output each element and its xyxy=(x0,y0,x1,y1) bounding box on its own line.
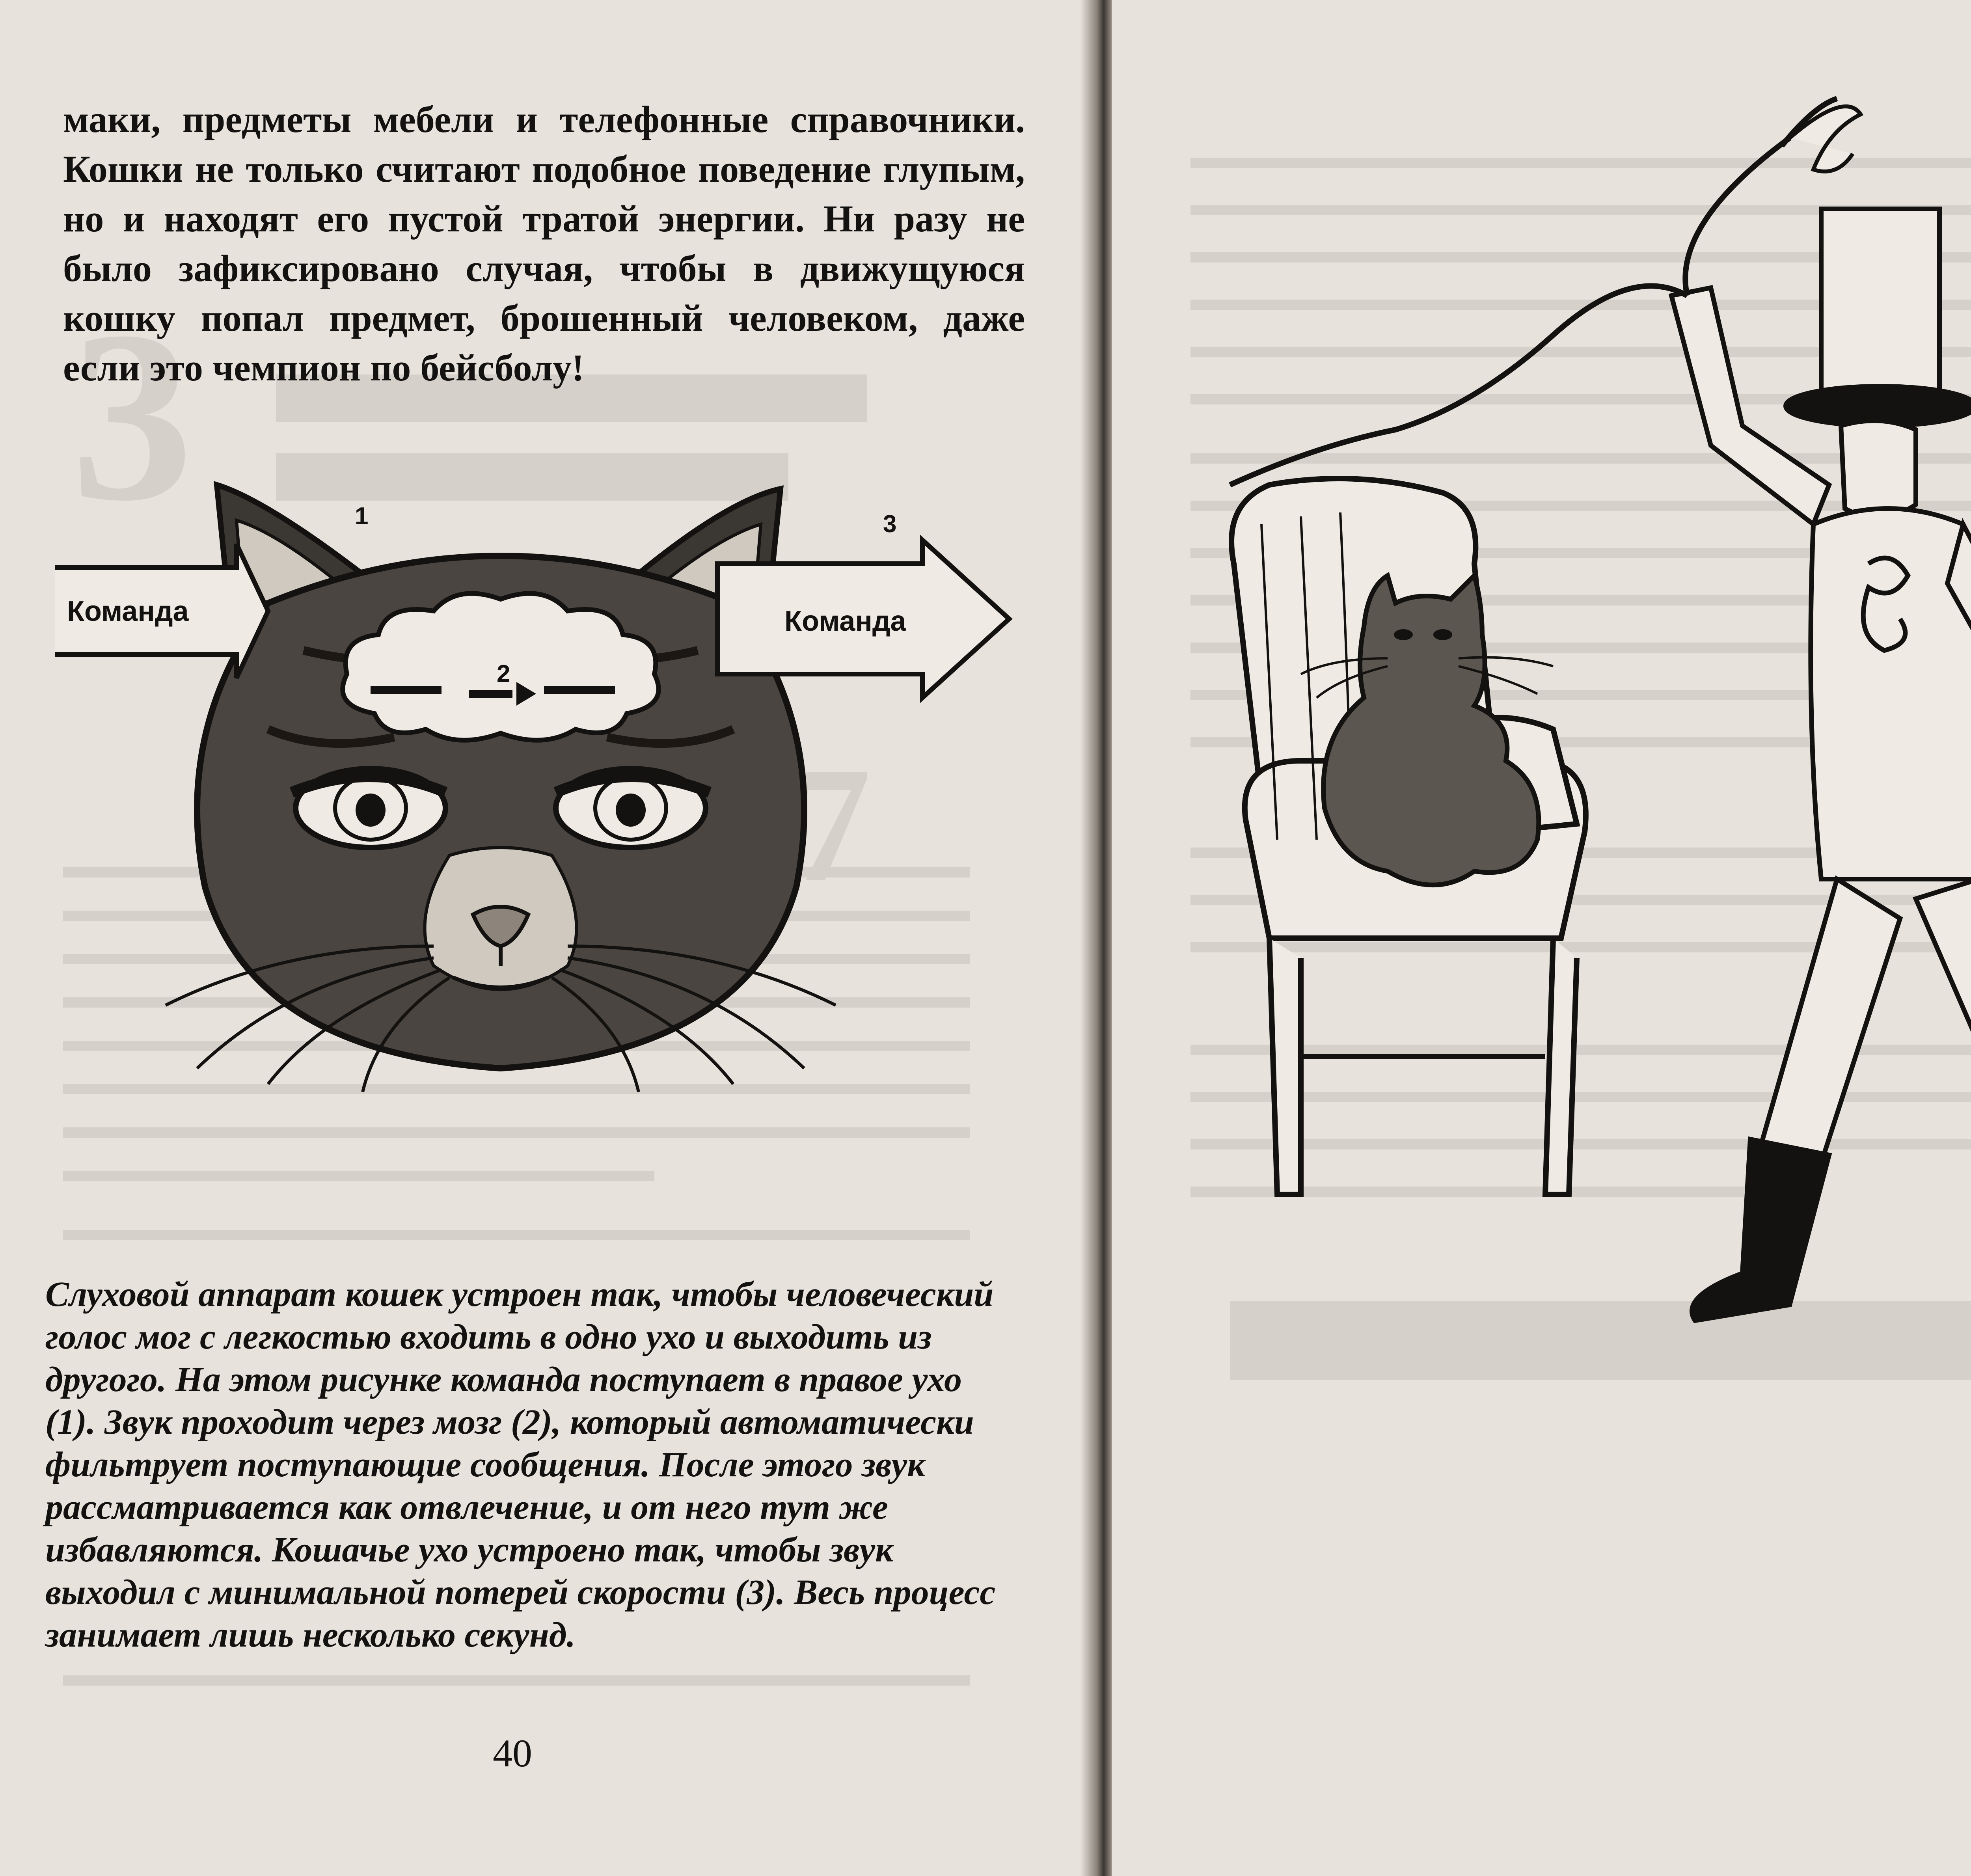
arrow-out-label: Команда xyxy=(784,605,906,637)
left-body-text xyxy=(63,95,1025,393)
body-paragraph: маки, предметы мебели и телефонные справочники. Кошки не только считают подобное поведение глупым, но и находят его пустой тратой энергии. Ни разу не было зафиксировано случая, чтобы в движущуюся кошку попал предмет, брошенный человеком, даже если это чемпион по бейсболу! xyxy=(63,98,1025,389)
marker-2: 2 xyxy=(497,660,510,687)
left-boot xyxy=(1692,1139,1829,1321)
marker-1: 1 xyxy=(355,503,369,530)
arrow-in-label: Команда xyxy=(67,596,189,627)
marker-3: 3 xyxy=(883,510,897,538)
bleed-through-left: 3 7 xyxy=(0,0,1096,1876)
left-caption: Слуховой аппарат кошек устроен так, чтобы человеческий голос мог с легкостью входить в одно ухо и выходить из другого. На этом рисунке команда поступает в правое ухо (1). Звук проходит через мозг (2), который автоматически фильтрует поступающие сообщения. После этого звук рассматривается как отвлечение, и от него тут же избавляются. Кошачье ухо устроено так, чтобы звук выходил с минимальной потерей скорости (3). Весь процесс занимает лишь несколько секунд. xyxy=(45,1275,996,1654)
right-page xyxy=(1112,0,1971,1876)
tamer-figure xyxy=(1671,209,1971,1321)
page-number-left: 40 xyxy=(493,1731,532,1775)
tamer-illustration xyxy=(1198,91,1971,1352)
cat-ear-diagram xyxy=(47,453,1033,1143)
